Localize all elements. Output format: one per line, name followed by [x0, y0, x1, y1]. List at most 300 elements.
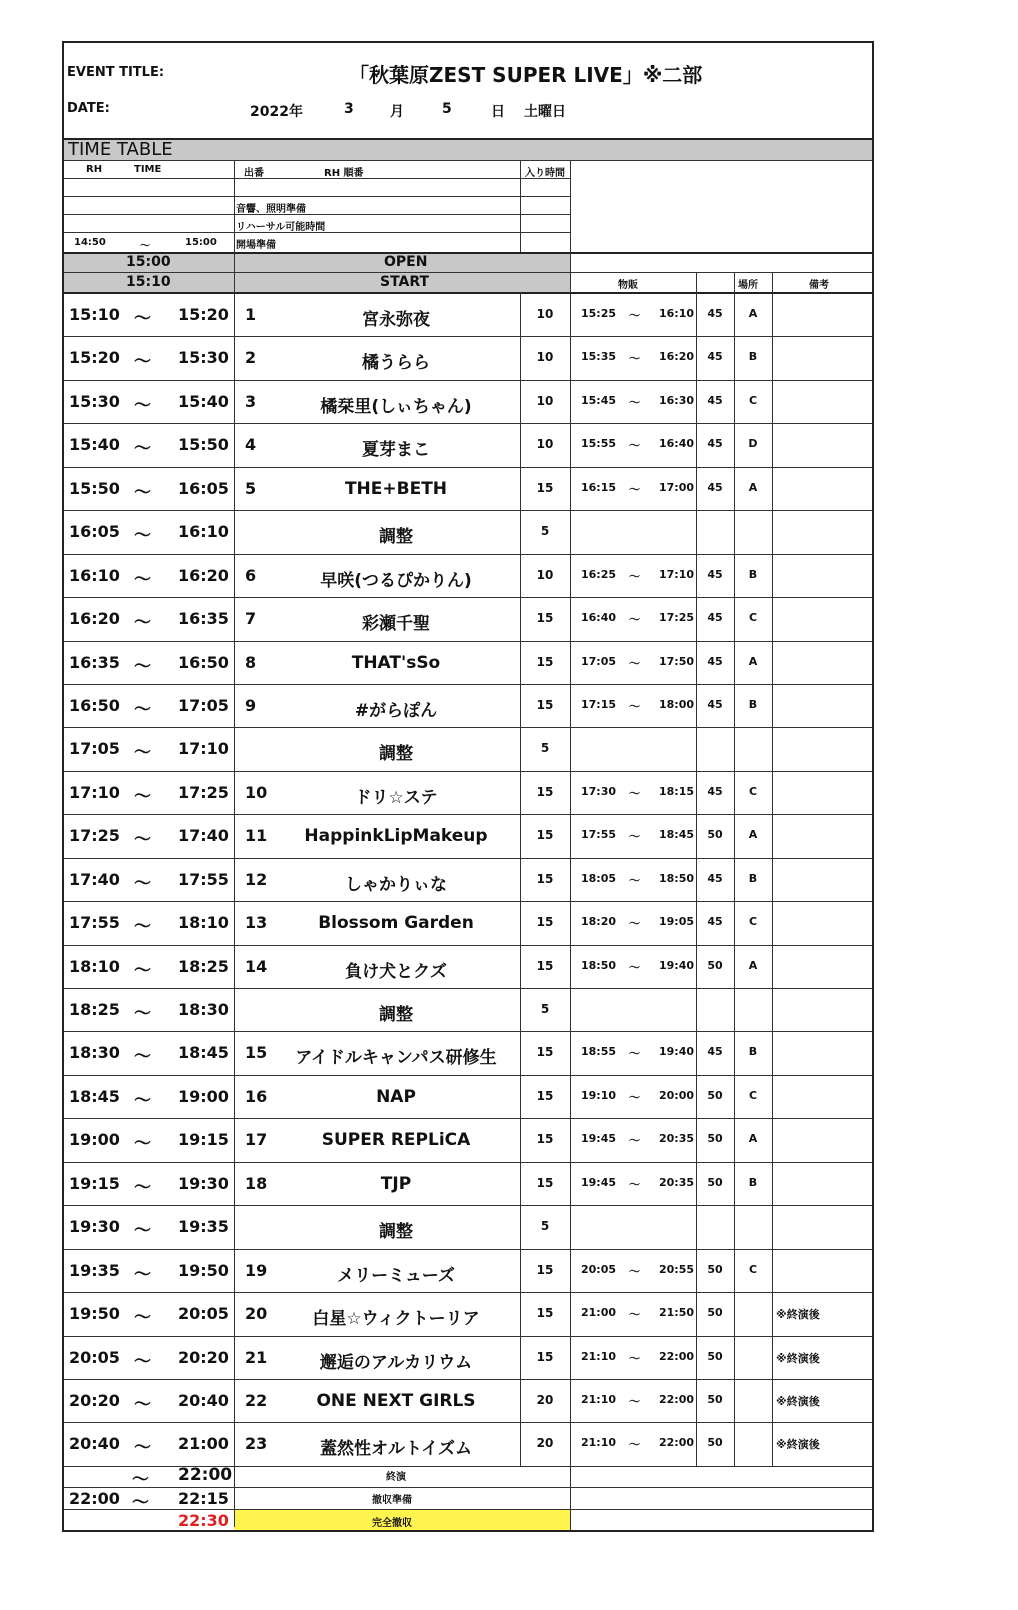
- row-end-time: 16:20: [178, 565, 229, 585]
- row-merch-minutes: 50: [707, 1175, 723, 1189]
- row-performer-name: 白星☆ウィクトーリア: [312, 1309, 480, 1330]
- date-day-number: 5: [442, 101, 452, 117]
- row-start-time: 19:35: [69, 1260, 120, 1280]
- row-merch-tilde: ～: [629, 309, 640, 322]
- grid-h-line: [64, 988, 872, 989]
- row-merch-end: 16:20: [659, 350, 695, 364]
- row-start-time: 16:35: [69, 652, 120, 672]
- row-merch-minutes: 50: [707, 1349, 723, 1363]
- row-merch-start: 20:05: [581, 1262, 617, 1276]
- row-place: C: [748, 1262, 758, 1276]
- grid-h-line: [64, 1422, 872, 1423]
- row-order-number: 3: [245, 391, 257, 411]
- complete-teardown-time: 22:30: [178, 1511, 229, 1530]
- row-end-time: 18:25: [178, 956, 229, 976]
- teardown-end: 22:15: [178, 1489, 229, 1508]
- row-merch-tilde: ～: [629, 1090, 640, 1104]
- complete-teardown-label: 完全撤収: [372, 1518, 412, 1529]
- row-duration: 15: [536, 784, 554, 799]
- grid-v-line: [570, 160, 571, 1530]
- row-end-time: 16:35: [178, 609, 229, 629]
- grid-h-line: [64, 684, 872, 685]
- grid-h-line: [64, 138, 872, 140]
- row-merch-start: 15:55: [581, 437, 617, 451]
- date-month-number: 3: [344, 101, 354, 117]
- row-note: ※終演後: [776, 1395, 820, 1408]
- date-weekday: 土曜日: [524, 104, 566, 120]
- row-merch-end: 16:30: [659, 393, 695, 407]
- row-merch-start: 18:50: [581, 958, 617, 972]
- row-tilde: ～: [134, 439, 151, 460]
- row-duration: 15: [536, 1088, 554, 1103]
- row-performer-name: 邂逅のアルカリウム: [319, 1352, 473, 1373]
- row-duration: 10: [536, 567, 554, 582]
- row-end-time: 15:30: [178, 348, 229, 368]
- row-merch-start: 19:45: [581, 1175, 617, 1189]
- row-merch-minutes: 45: [707, 393, 723, 407]
- end-label: 終演: [386, 1472, 406, 1483]
- row-merch-tilde: ～: [629, 1395, 640, 1408]
- grid-h-line: [64, 945, 872, 946]
- row-performer-name: 調整: [379, 1005, 413, 1026]
- row-tilde: ～: [134, 352, 151, 373]
- row-start-time: 19:00: [69, 1130, 120, 1150]
- row-duration: 15: [536, 828, 554, 843]
- row-start-time: 19:50: [69, 1304, 120, 1324]
- notes-label: 備考: [809, 280, 829, 291]
- row-merch-end: 20:55: [659, 1262, 695, 1276]
- row-place: C: [748, 915, 758, 929]
- row-order-number: 21: [245, 1347, 268, 1367]
- row-end-time: 20:40: [178, 1391, 229, 1410]
- row-merch-tilde: ～: [629, 1308, 640, 1322]
- row-duration: 20: [536, 1436, 554, 1451]
- row-performer-name: 負け犬とクズ: [345, 961, 447, 982]
- grid-h-line: [64, 1205, 872, 1206]
- row-place: C: [748, 611, 758, 625]
- row-tilde: ～: [134, 1351, 151, 1372]
- row-merch-end: 16:40: [659, 437, 695, 451]
- grid-v-line: [234, 292, 235, 1527]
- row-start-time: 19:30: [69, 1217, 120, 1237]
- row-merch-start: 17:55: [581, 828, 617, 842]
- row-place: A: [748, 828, 758, 842]
- grid-h-line: [64, 1292, 872, 1293]
- sound-light-prep: 音響、照明準備: [236, 204, 306, 215]
- row-tilde: ～: [134, 960, 151, 981]
- row-tilde: ～: [134, 786, 151, 807]
- row-merch-minutes: 45: [707, 480, 723, 494]
- grid-h-line: [64, 292, 872, 294]
- row-merch-minutes: 45: [707, 915, 723, 929]
- row-start-time: 16:05: [69, 522, 120, 542]
- row-order-number: 2: [245, 348, 257, 368]
- row-duration: 10: [536, 350, 554, 365]
- row-duration: 5: [540, 1219, 550, 1234]
- row-merch-end: 17:25: [659, 611, 695, 625]
- grid-h-line: [64, 1118, 872, 1119]
- row-start-time: 15:10: [69, 305, 120, 324]
- row-merch-tilde: ～: [629, 1047, 640, 1061]
- row-performer-name: 橘うらら: [362, 353, 430, 374]
- row-place: A: [748, 958, 758, 972]
- row-order-number: 20: [245, 1304, 268, 1324]
- row-performer-name: 調整: [379, 1222, 413, 1243]
- row-end-time: 16:10: [178, 522, 229, 542]
- row-order-number: 12: [245, 869, 268, 889]
- grid-h-line: [64, 336, 872, 337]
- row-start-time: 20:20: [69, 1391, 120, 1410]
- row-duration: 15: [536, 480, 554, 495]
- row-merch-end: 19:05: [659, 915, 695, 929]
- row-merch-start: 21:10: [581, 1393, 617, 1406]
- row-merch-start: 16:40: [581, 611, 617, 625]
- rh-label: RH: [86, 164, 103, 175]
- row-place: B: [748, 697, 758, 711]
- row-merch-tilde: ～: [629, 569, 640, 583]
- row-place: B: [748, 567, 758, 581]
- row-duration: 10: [536, 307, 554, 321]
- row-merch-end: 22:00: [659, 1436, 695, 1450]
- row-place: B: [748, 1045, 758, 1059]
- row-merch-minutes: 45: [707, 1045, 723, 1059]
- row-order-number: 14: [245, 956, 268, 976]
- row-merch-start: 18:20: [581, 915, 617, 929]
- row-merch-start: 17:05: [581, 654, 617, 668]
- row-duration: 5: [540, 524, 550, 539]
- grid-v-line: [772, 292, 773, 1467]
- start-label: START: [380, 274, 430, 290]
- row-tilde: ～: [134, 482, 151, 503]
- row-start-time: 18:30: [69, 1043, 120, 1063]
- row-start-time: 15:50: [69, 478, 120, 498]
- row-order-number: 4: [245, 435, 257, 455]
- row-duration: 15: [536, 1262, 554, 1277]
- date-label: DATE:: [67, 101, 110, 116]
- grid-v-line: [234, 160, 235, 292]
- row-start-time: 16:20: [69, 609, 120, 629]
- grid-h-line: [64, 901, 872, 902]
- row-merch-tilde: ～: [629, 613, 640, 627]
- end-tilde: ～: [132, 1470, 149, 1490]
- row-place: A: [748, 654, 758, 668]
- grid-h-line: [64, 214, 570, 215]
- row-tilde: ～: [134, 1004, 151, 1025]
- row-end-time: 19:30: [178, 1173, 229, 1193]
- row-merch-tilde: ～: [629, 699, 640, 713]
- row-merch-tilde: ～: [629, 786, 640, 800]
- grid-v-line: [734, 292, 735, 1467]
- row-tilde: ～: [134, 917, 151, 938]
- row-end-time: 19:35: [178, 1217, 229, 1237]
- row-performer-name: NAP: [376, 1086, 416, 1107]
- grid-h-line: [64, 1509, 872, 1510]
- row-tilde: ～: [134, 1090, 151, 1111]
- row-duration: 5: [540, 741, 550, 756]
- row-merch-tilde: ～: [629, 873, 640, 887]
- row-place: A: [748, 307, 758, 320]
- row-end-time: 18:45: [178, 1043, 229, 1063]
- row-end-time: 20:05: [178, 1304, 229, 1324]
- row-tilde: ～: [134, 1264, 151, 1285]
- row-merch-minutes: 50: [707, 1436, 723, 1450]
- event-title: 「秋葉原ZEST SUPER LIVE」※二部: [349, 63, 703, 87]
- row-performer-name: THE+BETH: [344, 478, 448, 499]
- row-start-time: 20:40: [69, 1434, 120, 1454]
- row-merch-minutes: 45: [707, 871, 723, 885]
- grid-h-line: [64, 814, 872, 815]
- row-start-time: 17:25: [69, 826, 120, 846]
- row-performer-name: 宮永弥夜: [362, 310, 430, 330]
- row-merch-tilde: ～: [629, 1438, 640, 1452]
- merch-label: 物販: [618, 280, 638, 291]
- open-label: OPEN: [384, 254, 428, 270]
- row-end-time: 17:05: [178, 695, 229, 715]
- row-merch-start: 21:00: [581, 1306, 617, 1320]
- row-merch-end: 19:40: [659, 958, 695, 972]
- row-order-number: 16: [245, 1086, 268, 1106]
- row-merch-tilde: ～: [629, 439, 640, 453]
- grid-h-line: [64, 178, 570, 179]
- row-start-time: 17:10: [69, 782, 120, 802]
- row-order-number: 18: [245, 1173, 268, 1193]
- row-order-number: 23: [245, 1434, 268, 1454]
- row-tilde: ～: [134, 1308, 151, 1329]
- row-merch-end: 18:50: [659, 871, 695, 885]
- row-merch-start: 17:30: [581, 784, 617, 798]
- row-merch-start: 17:15: [581, 697, 617, 711]
- row-merch-end: 22:00: [659, 1393, 695, 1406]
- row-duration: 15: [536, 1045, 554, 1060]
- row-start-time: 17:05: [69, 739, 120, 759]
- row-merch-start: 21:10: [581, 1436, 617, 1450]
- row-duration: 15: [536, 871, 554, 886]
- row-merch-tilde: ～: [629, 395, 640, 409]
- grid-h-line: [64, 1487, 872, 1488]
- row-duration: 15: [536, 697, 554, 712]
- grid-v-line: [520, 160, 521, 252]
- row-duration: 20: [536, 1393, 554, 1407]
- row-order-number: 13: [245, 913, 268, 933]
- row-merch-end: 16:10: [659, 307, 695, 320]
- row-performer-name: 早咲(つるぴかりん): [320, 570, 472, 591]
- row-duration: 15: [536, 1349, 554, 1364]
- row-end-time: 17:25: [178, 782, 229, 802]
- row-merch-minutes: 50: [707, 828, 723, 842]
- grid-h-line: [64, 160, 872, 161]
- row-merch-start: 16:25: [581, 567, 617, 581]
- row-start-time: 16:50: [69, 695, 120, 715]
- row-merch-start: 16:15: [581, 480, 617, 494]
- place-label: 場所: [738, 280, 758, 291]
- row-merch-start: 19:10: [581, 1088, 617, 1102]
- row-performer-name: しゃかりぃな: [345, 874, 447, 895]
- row-duration: 10: [536, 393, 554, 408]
- row-performer-name: メリーミューズ: [337, 1265, 455, 1286]
- row-merch-end: 20:35: [659, 1175, 695, 1189]
- row-tilde: ～: [134, 873, 151, 894]
- row-start-time: 15:30: [69, 391, 120, 411]
- grid-h-line: [64, 1249, 872, 1250]
- row-duration: 15: [536, 1306, 554, 1321]
- row-merch-start: 18:55: [581, 1045, 617, 1059]
- row-merch-end: 17:00: [659, 480, 695, 494]
- row-duration: 15: [536, 611, 554, 626]
- row-merch-end: 18:15: [659, 784, 695, 798]
- row-merch-minutes: 50: [707, 1306, 723, 1320]
- grid-h-line: [64, 252, 872, 254]
- row-end-time: 15:20: [178, 305, 229, 324]
- row-performer-name: 蓋然性オルトイズム: [320, 1439, 472, 1460]
- grid-h-line: [64, 272, 872, 273]
- row-merch-end: 20:35: [659, 1132, 695, 1146]
- row-place: A: [748, 1132, 758, 1146]
- row-tilde: ～: [134, 1438, 151, 1459]
- row-performer-name: Blossom Garden: [318, 913, 474, 934]
- row-merch-end: 17:10: [659, 567, 695, 581]
- row-performer-name: 夏芽まこ: [362, 440, 430, 461]
- row-place: B: [748, 1175, 758, 1189]
- row-merch-tilde: ～: [629, 960, 640, 974]
- row-merch-start: 15:45: [581, 393, 617, 407]
- row-merch-end: 21:50: [659, 1306, 695, 1320]
- teardown-tilde: ～: [132, 1493, 149, 1513]
- row-performer-name: SUPER REPLiCA: [321, 1130, 471, 1151]
- row-tilde: ～: [134, 526, 151, 547]
- row-start-time: 20:05: [69, 1347, 120, 1367]
- row-order-number: 11: [245, 826, 268, 846]
- row-tilde: ～: [134, 1134, 151, 1155]
- grid-h-line: [64, 1379, 872, 1380]
- row-merch-end: 17:50: [659, 654, 695, 668]
- row-merch-minutes: 50: [707, 1132, 723, 1146]
- date-day-unit: 日: [491, 104, 505, 120]
- row-tilde: ～: [134, 569, 151, 590]
- row-place: A: [748, 480, 758, 494]
- grid-v-line: [734, 272, 735, 292]
- row-order-number: 10: [245, 782, 268, 802]
- row-end-time: 18:30: [178, 1000, 229, 1020]
- grid-h-line: [64, 1466, 872, 1467]
- row-merch-end: 20:00: [659, 1088, 695, 1102]
- row-performer-name: アイドルキャンパス研修生: [295, 1048, 497, 1069]
- row-merch-end: 18:00: [659, 697, 695, 711]
- row-merch-tilde: ～: [629, 830, 640, 844]
- timetable-title: TIME TABLE: [68, 139, 173, 160]
- row-start-time: 17:40: [69, 869, 120, 889]
- row-order-number: 22: [245, 1391, 268, 1410]
- row-merch-start: 15:25: [581, 307, 617, 320]
- row-order-number: 7: [245, 609, 257, 629]
- start-time: 15:10: [126, 274, 171, 290]
- row-end-time: 16:05: [178, 478, 229, 498]
- row-performer-name: THAT'sSo: [351, 652, 441, 673]
- row-tilde: ～: [134, 743, 151, 764]
- grid-h-line: [64, 510, 872, 511]
- row-start-time: 18:25: [69, 1000, 120, 1020]
- row-performer-name: ONE NEXT GIRLS: [316, 1391, 476, 1411]
- teardown-label: 撤収準備: [372, 1495, 412, 1506]
- row-end-time: 17:40: [178, 826, 229, 846]
- row-merch-start: 18:05: [581, 871, 617, 885]
- row-tilde: ～: [134, 1177, 151, 1198]
- row-tilde: ～: [134, 1047, 151, 1068]
- row-tilde: ～: [134, 613, 151, 634]
- row-performer-name: HappinkLipMakeup: [304, 826, 488, 847]
- row-order-number: 9: [245, 695, 257, 715]
- row-performer-name: #がらぽん: [354, 700, 438, 721]
- grid-h-line: [64, 641, 872, 642]
- row-place: D: [748, 437, 758, 451]
- teardown-start: 22:00: [69, 1489, 120, 1508]
- row-end-time: 19:15: [178, 1130, 229, 1150]
- date-month-unit: 月: [390, 104, 404, 120]
- grid-h-line: [64, 858, 872, 859]
- timetable-title-bar: [64, 139, 872, 160]
- row-merch-minutes: 45: [707, 697, 723, 711]
- row-merch-end: 19:40: [659, 1045, 695, 1059]
- row-place: C: [748, 1088, 758, 1102]
- row-end-time: 18:10: [178, 913, 229, 933]
- grid-h-line: [64, 196, 570, 197]
- row-merch-minutes: 50: [707, 1262, 723, 1276]
- row-order-number: 8: [245, 652, 257, 672]
- row-duration: 15: [536, 1132, 554, 1147]
- grid-h-line: [64, 727, 872, 728]
- grid-v-line: [772, 272, 773, 292]
- grid-h-line: [64, 597, 872, 598]
- row-performer-name: 調整: [379, 744, 413, 765]
- row-merch-minutes: 45: [707, 611, 723, 625]
- grid-h-line: [64, 380, 872, 381]
- grid-h-line: [64, 1162, 872, 1163]
- row-merch-minutes: 45: [707, 307, 723, 320]
- grid-h-line: [64, 232, 570, 233]
- row-tilde: ～: [134, 830, 151, 851]
- rh-order-label: RH 順番: [324, 168, 364, 179]
- grid-h-line: [64, 1075, 872, 1076]
- row-merch-tilde: ～: [629, 1177, 640, 1191]
- grid-h-line: [64, 423, 872, 424]
- row-order-number: 1: [245, 305, 257, 324]
- row-start-time: 19:15: [69, 1173, 120, 1193]
- row-order-number: 19: [245, 1260, 268, 1280]
- row-tilde: ～: [134, 656, 151, 677]
- row-merch-end: 18:45: [659, 828, 695, 842]
- grid-v-line: [520, 292, 521, 1467]
- row-tilde: ～: [134, 699, 151, 720]
- row-start-time: 15:40: [69, 435, 120, 455]
- row-place: B: [748, 350, 758, 364]
- row-merch-tilde: ～: [629, 482, 640, 496]
- row-merch-minutes: 50: [707, 1088, 723, 1102]
- row-duration: 5: [540, 1002, 550, 1017]
- row-merch-minutes: 45: [707, 567, 723, 581]
- row-performer-name: 調整: [379, 527, 413, 548]
- row-end-time: 17:10: [178, 739, 229, 759]
- row-order-number: 6: [245, 565, 257, 585]
- row-order-number: 15: [245, 1043, 268, 1063]
- venue-prep-start: 14:50: [74, 237, 106, 248]
- row-end-time: 20:20: [178, 1347, 229, 1367]
- row-duration: 15: [536, 915, 554, 930]
- row-end-time: 19:50: [178, 1260, 229, 1280]
- grid-h-line: [64, 1336, 872, 1337]
- row-performer-name: 彩瀬千聖: [362, 614, 430, 635]
- row-merch-start: 21:10: [581, 1349, 617, 1363]
- row-tilde: ～: [134, 309, 151, 329]
- row-merch-tilde: ～: [629, 1264, 640, 1278]
